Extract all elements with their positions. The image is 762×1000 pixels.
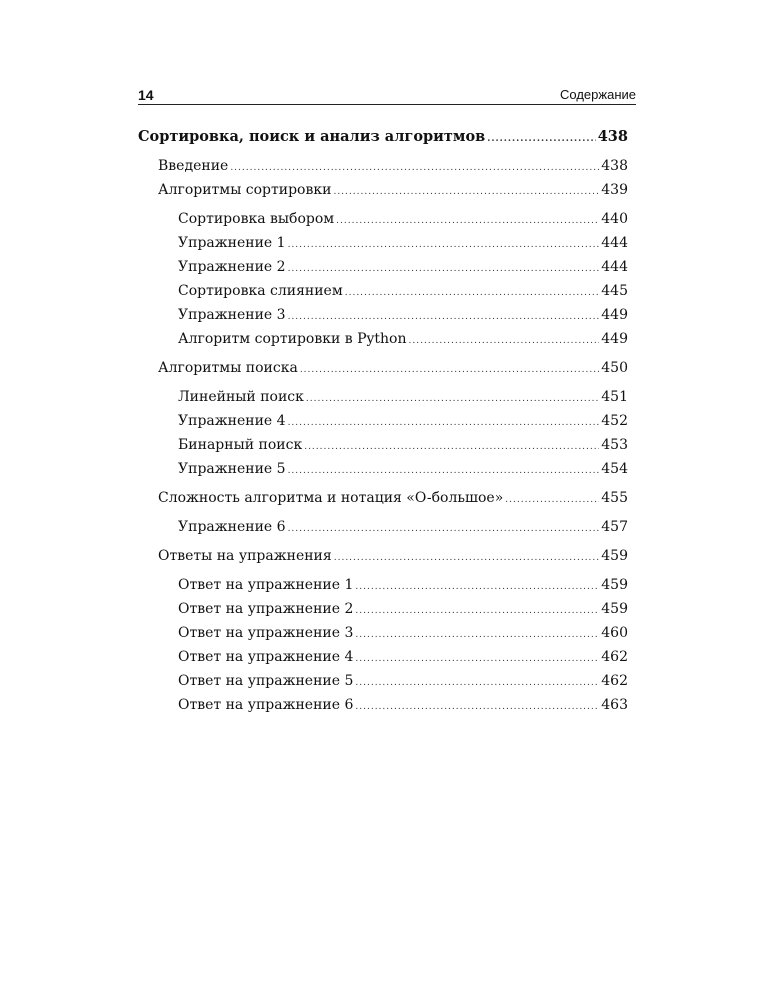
dot-leader: [409, 330, 600, 352]
toc-chapter[interactable]: [138, 125, 628, 151]
toc-entry-title: Сортировка выбором: [178, 211, 335, 227]
toc-entry[interactable]: [138, 574, 628, 598]
toc-entry-page: 454: [601, 461, 628, 477]
toc-entry-title: Упражнение 1: [178, 235, 286, 251]
dot-leader: [333, 181, 599, 203]
page-header: [138, 86, 636, 105]
toc-entry-page: 455: [601, 490, 628, 506]
toc-entry-page: 451: [601, 389, 628, 405]
toc-entry-page: 445: [601, 283, 628, 299]
toc-entry-title: Упражнение 5: [178, 461, 286, 477]
dot-leader: [505, 489, 599, 511]
toc-entry-page: 439: [601, 182, 628, 198]
toc-entry[interactable]: [138, 357, 628, 381]
dot-leader: [306, 388, 599, 410]
dot-leader: [355, 696, 599, 718]
toc-entry[interactable]: [138, 516, 628, 540]
toc-entry-page: 444: [601, 235, 628, 251]
toc-entry-page: 459: [601, 577, 628, 593]
toc-entry[interactable]: [138, 280, 628, 304]
toc-entry-title: Ответ на упражнение 3: [178, 625, 354, 641]
toc-entry-title: Ответ на упражнение 2: [178, 601, 354, 617]
toc-entry-title: Ответ на упражнение 6: [178, 697, 354, 713]
toc-entry[interactable]: [138, 646, 628, 670]
toc-entry-page: 462: [601, 649, 628, 665]
dot-leader: [300, 359, 599, 381]
toc-entry-title: Упражнение 6: [178, 519, 286, 535]
dot-leader: [304, 436, 599, 458]
dot-leader: [288, 306, 600, 328]
toc-entry[interactable]: [138, 622, 628, 646]
toc-entry-page: 457: [601, 519, 628, 535]
toc-entry-page: 459: [601, 548, 628, 564]
dot-leader: [336, 210, 599, 232]
page-number: 14: [138, 87, 154, 103]
toc-entry-title: Ответ на упражнение 4: [178, 649, 354, 665]
toc-entry-page: 462: [601, 673, 628, 689]
toc-entry-title: Бинарный поиск: [178, 437, 303, 453]
toc-entry[interactable]: [138, 694, 628, 718]
dot-leader: [345, 282, 600, 304]
toc-entry-page: 453: [601, 437, 628, 453]
toc-entry-title: Упражнение 3: [178, 307, 286, 323]
toc-entry-page: 440: [601, 211, 628, 227]
dot-leader: [288, 258, 600, 280]
dot-leader: [230, 157, 599, 179]
toc-entry-title: Сложность алгоритма и нотация «O-большое»: [158, 490, 504, 506]
toc-entry[interactable]: [138, 545, 628, 569]
toc-entry[interactable]: [138, 256, 628, 280]
toc-entry-title: Алгоритмы поиска: [158, 360, 298, 376]
toc-entry[interactable]: [138, 487, 628, 511]
dot-leader: [355, 648, 599, 670]
toc-entry-title: Ответы на упражнения: [158, 548, 332, 564]
toc-entry-page: 459: [601, 601, 628, 617]
running-title: Содержание: [560, 87, 636, 102]
toc-chapter-title: Сортировка, поиск и анализ алгоритмов: [138, 128, 486, 145]
dot-leader: [334, 547, 600, 569]
toc-entry-title: Упражнение 4: [178, 413, 286, 429]
toc-entry[interactable]: [138, 434, 628, 458]
toc-entry-page: 463: [601, 697, 628, 713]
dot-leader: [355, 600, 599, 622]
toc-entry[interactable]: [138, 458, 628, 482]
toc-entry[interactable]: [138, 232, 628, 256]
toc-chapter-page: 438: [597, 128, 628, 145]
dot-leader: [487, 127, 596, 151]
toc-entry[interactable]: [138, 208, 628, 232]
toc-entry-page: 449: [601, 307, 628, 323]
table-of-contents: [138, 125, 628, 718]
toc-entry-title: Ответ на упражнение 5: [178, 673, 354, 689]
toc-entry[interactable]: [138, 179, 628, 203]
toc-entry-title: Алгоритмы сортировки: [158, 182, 332, 198]
dot-leader: [288, 412, 600, 434]
dot-leader: [288, 460, 600, 482]
toc-entry-title: Сортировка слиянием: [178, 283, 343, 299]
toc-entry[interactable]: [138, 386, 628, 410]
dot-leader: [355, 576, 599, 598]
toc-entry[interactable]: [138, 328, 628, 352]
toc-entry-title: Ответ на упражнение 1: [178, 577, 354, 593]
toc-entry-page: 438: [601, 158, 628, 174]
toc-entry-title: Упражнение 2: [178, 259, 286, 275]
dot-leader: [288, 234, 600, 256]
toc-entry-title: Введение: [158, 158, 229, 174]
toc-entry-page: 460: [601, 625, 628, 641]
dot-leader: [355, 672, 599, 694]
toc-entry-title: Алгоритм сортировки в Python: [178, 331, 407, 347]
toc-entry-page: 444: [601, 259, 628, 275]
toc-entry-page: 450: [601, 360, 628, 376]
dot-leader: [355, 624, 599, 646]
toc-entry[interactable]: [138, 598, 628, 622]
toc-entry[interactable]: [138, 670, 628, 694]
dot-leader: [288, 518, 600, 540]
toc-entry-title: Линейный поиск: [178, 389, 304, 405]
toc-entry-page: 449: [601, 331, 628, 347]
toc-entry[interactable]: [138, 155, 628, 179]
toc-entry-page: 452: [601, 413, 628, 429]
toc-entry[interactable]: [138, 304, 628, 328]
toc-entry[interactable]: [138, 410, 628, 434]
